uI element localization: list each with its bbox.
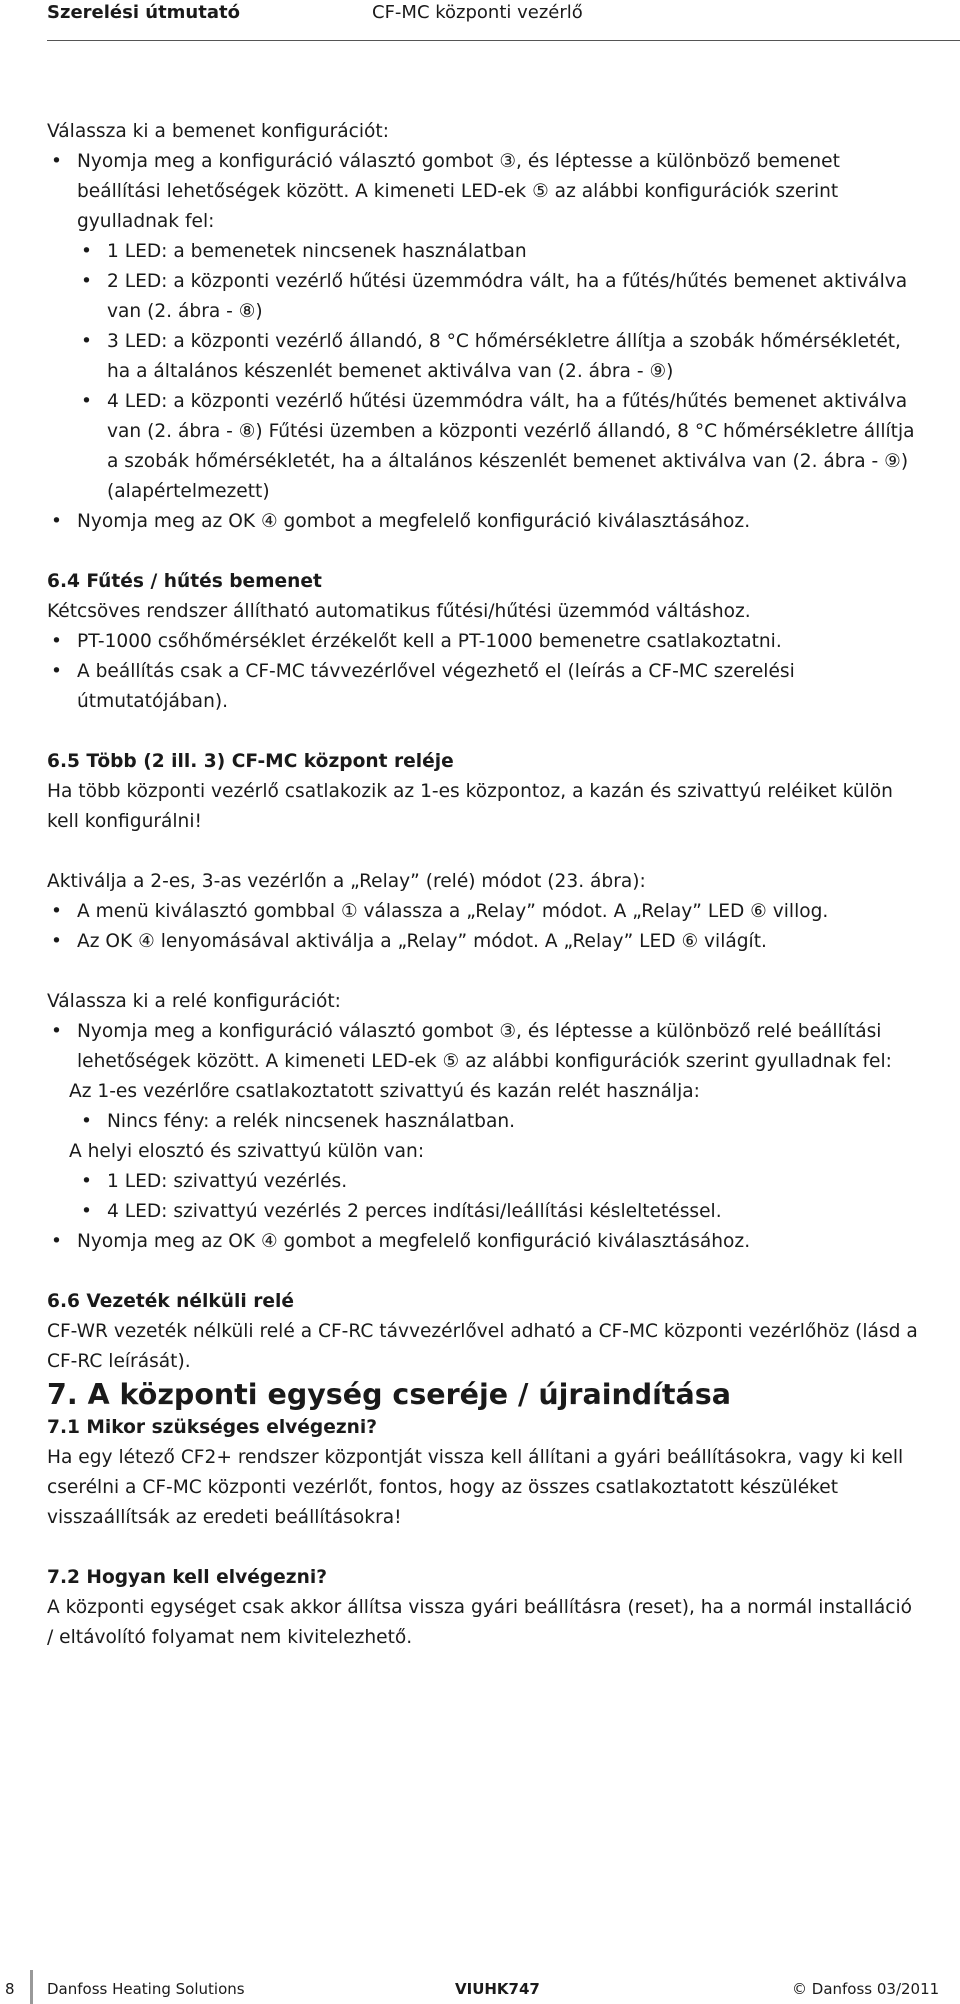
list-item-text: Nyomja meg a konfiguráció választó gombot ③, és léptesse a különböző bemenet beállítási lehetőségek között. A kimeneti LED-ek ⑤ az alábbi konfigurációk szerint gyulladnak fel:: [77, 151, 840, 232]
page-number: 8: [5, 1980, 15, 1998]
list-item: • 4 LED: szivattyú vezérlés 2 perces indítási/leállítási késleltetéssel.: [77, 1197, 922, 1227]
list-item: • Nyomja meg az OK ④ gombot a megfelelő konfiguráció kiválasztásához.: [47, 1227, 922, 1257]
paragraph: CF-WR vezeték nélküli relé a CF-RC távvezérlővel adható a CF-MC központi vezérlőhöz (lásd a CF-RC leírását).: [47, 1321, 918, 1372]
document-code: VIUHK747: [455, 1980, 540, 1998]
list-item: • 3 LED: a központi vezérlő állandó, 8 °C hőmérsékletre állítja a szobák hőmérsékletét, ha a általános készenlét bemenet aktiválva van (2. ábra - ⑨): [77, 327, 922, 387]
list-item: • Nyomja meg az OK ④ gombot a megfelelő konfiguráció kiválasztásához.: [47, 507, 922, 537]
sub-list: [77, 1107, 922, 1137]
section-heading: 6.4 Fűtés / hűtés bemenet: [47, 571, 322, 592]
paragraph: Válassza ki a relé konfigurációt:: [47, 991, 341, 1012]
section-6-4: [47, 567, 922, 717]
list-item: • 2 LED: a központi vezérlő hűtési üzemmódra vált, ha a fűtés/hűtés bemenet aktiválva van (2. ábra - ⑧): [77, 267, 922, 327]
paragraph: Válassza ki a bemenet konfigurációt:: [47, 121, 389, 142]
bullet-list: [47, 147, 922, 537]
input-config-section: [47, 117, 922, 537]
company-name: Danfoss Heating Solutions: [47, 1980, 245, 1998]
paragraph: A helyi elosztó és szivattyú külön van:: [69, 1141, 425, 1162]
bullet-list: [47, 897, 922, 957]
document-subtitle: CF-MC központi vezérlő: [372, 2, 583, 23]
section-heading: 6.5 Több (2 ill. 3) CF-MC központ reléje: [47, 751, 454, 772]
list-item: • A menü kiválasztó gombbal ① válassza a „Relay” módot. A „Relay” LED ⑥ villog.: [47, 897, 922, 927]
paragraph: Kétcsöves rendszer állítható automatikus fűtési/hűtési üzemmód váltáshoz.: [47, 601, 751, 622]
bullet-list: [47, 627, 922, 717]
list-item: • PT-1000 csőhőmérséklet érzékelőt kell a PT-1000 bemenetre csatlakoztatni.: [47, 627, 922, 657]
paragraph: Az 1-es vezérlőre csatlakoztatott szivattyú és kazán relét használja:: [69, 1081, 700, 1102]
list-item: • 4 LED: a központi vezérlő hűtési üzemmódra vált, ha a fűtés/hűtés bemenet aktiválva van (2. ábra - ⑧) Fűtési üzemben a központi vezérlő állandó, 8 °C hőmérsékletre állítja a szobák hőmérsékletét, ha a általános készenlét bemenet aktiválva van (2. ábra - ⑨) (alapértelmezett): [77, 387, 922, 507]
chapter-heading: 7. A központi egység cseréje / újraindítása: [47, 1378, 731, 1411]
section-heading: 6.6 Vezeték nélküli relé: [47, 1291, 294, 1312]
list-item: • A beállítás csak a CF-MC távvezérlővel végezhető el (leírás a CF-MC szerelési útmutatójában).: [47, 657, 922, 717]
list-item: [47, 147, 922, 507]
header-divider: [47, 40, 960, 41]
section-6-5: [47, 747, 922, 837]
section-heading: 7.2 Hogyan kell elvégezni?: [47, 1567, 327, 1588]
paragraph: Aktiválja a 2-es, 3-as vezérlőn a „Relay” (relé) módot (23. ábra):: [47, 871, 646, 892]
document-title: Szerelési útmutató: [47, 2, 240, 23]
paragraph: A központi egységet csak akkor állítsa vissza gyári beállításra (reset), ha a normál installáció / eltávolító folyamat nem kivitelezhető.: [47, 1597, 913, 1648]
section-7-1: [47, 1413, 922, 1533]
section-heading: 7.1 Mikor szükséges elvégezni?: [47, 1417, 378, 1438]
list-item: • 1 LED: a bemenetek nincsenek használatban: [77, 237, 922, 267]
section-7-2: [47, 1563, 922, 1653]
list-item: • Az OK ④ lenyomásával aktiválja a „Relay” módot. A „Relay” LED ⑥ világít.: [47, 927, 922, 957]
list-item: • Nincs fény: a relék nincsenek használatban.: [77, 1107, 922, 1137]
page-content: [47, 117, 922, 1683]
section-6-6: [47, 1287, 922, 1377]
paragraph: Ha egy létező CF2+ rendszer központját vissza kell állítani a gyári beállításokra, vagy ki kell cserélni a CF-MC központi vezérlőt, fontos, hogy az összes csatlakoztatott készüléket visszaállítsák az eredeti beállításokra!: [47, 1447, 904, 1528]
copyright: © Danfoss 03/2011: [792, 1980, 940, 1998]
sub-list: [77, 1167, 922, 1227]
bullet-list: [47, 1017, 922, 1077]
bullet-list: [47, 1227, 922, 1257]
page-header: [0, 0, 960, 42]
relay-activation-section: [47, 867, 922, 957]
paragraph: Ha több központi vezérlő csatlakozik az 1-es központoz, a kazán és szivattyú reléiket külön kell konfigurálni!: [47, 781, 893, 832]
list-item: • Nyomja meg a konfiguráció választó gombot ③, és léptesse a különböző relé beállítási lehetőségek között. A kimeneti LED-ek ⑤ az alábbi konfigurációk szerint gyulladnak fel:: [47, 1017, 922, 1077]
list-item: • 1 LED: szivattyú vezérlés.: [77, 1167, 922, 1197]
relay-config-section: [47, 987, 922, 1257]
sub-list: [77, 237, 922, 507]
footer-divider: [30, 1970, 33, 2004]
